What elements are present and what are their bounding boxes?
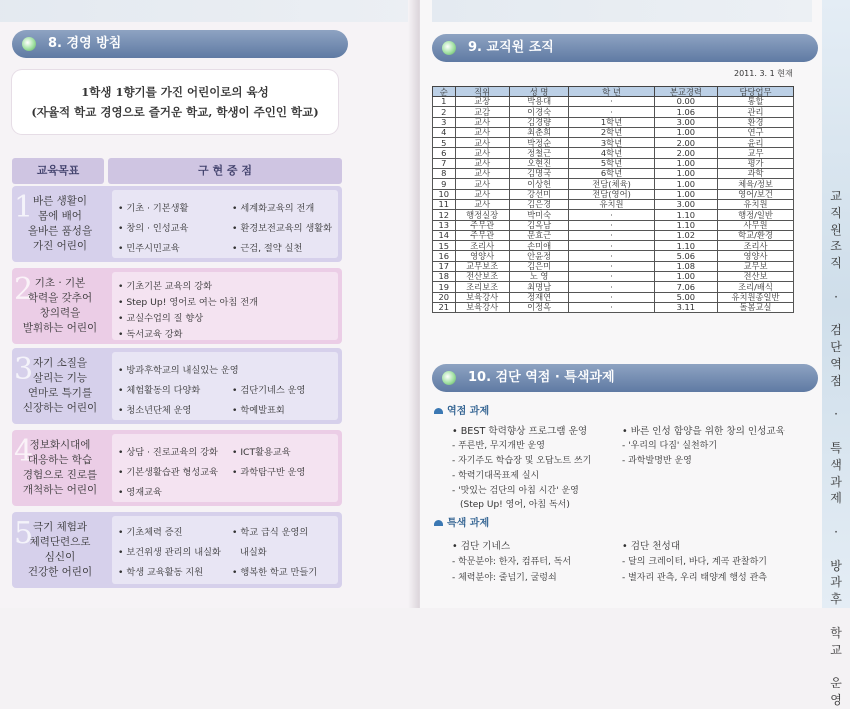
table-cell: 최춘희 xyxy=(509,127,569,137)
table-cell: 6 xyxy=(433,148,456,158)
table-cell: 6학년 xyxy=(569,169,654,179)
table-cell: 통할 xyxy=(718,97,794,107)
table-cell: 정재연 xyxy=(509,292,569,302)
side-tab-char: 조 xyxy=(830,239,842,254)
umbrella-icon xyxy=(434,520,443,526)
side-tab-char: 제 xyxy=(830,491,842,506)
table-cell: 연구 xyxy=(718,127,794,137)
table-row xyxy=(433,127,794,137)
task-line: - '우리의 다짐' 실천하기 xyxy=(622,441,718,451)
table-cell: 1.10 xyxy=(654,210,717,220)
table-cell: 정철근 xyxy=(509,148,569,158)
side-tab-char: 운 xyxy=(830,676,842,691)
implementation-column-header: 구 현 중 점 xyxy=(108,158,342,184)
side-tab-char: 직 xyxy=(830,205,842,220)
section-title: 10. 검단 역점 · 특색과제 xyxy=(468,370,615,385)
table-row xyxy=(433,272,794,282)
table-row xyxy=(433,292,794,302)
table-cell: 5학년 xyxy=(569,158,654,168)
table-row xyxy=(433,261,794,271)
table-cell: 학교/환경 xyxy=(718,230,794,240)
table-cell: 2학년 xyxy=(569,127,654,137)
table-row xyxy=(433,107,794,117)
table-row xyxy=(433,199,794,209)
implementation-item: • 독서교육 강화 xyxy=(118,329,183,340)
goal-row-4 xyxy=(12,430,342,506)
table-cell: 1학년 xyxy=(569,117,654,127)
table-cell: 5 xyxy=(433,138,456,148)
table-cell: 7.06 xyxy=(654,282,717,292)
table-cell: 박용대 xyxy=(509,97,569,107)
section-title: 8. 경영 방침 xyxy=(48,36,122,51)
top-decoration xyxy=(432,0,812,22)
table-cell: 2 xyxy=(433,107,456,117)
goal-title-line: 몸에 배어 xyxy=(38,210,82,222)
side-tab-char: 색 xyxy=(830,457,842,472)
table-row xyxy=(433,97,794,107)
implementation-item: • 환경보전교육의 생활화 xyxy=(232,223,333,234)
goal-title-line: 체력단련으로 xyxy=(29,536,91,548)
goal-row-2 xyxy=(12,268,342,344)
side-tab-char: 후 xyxy=(830,592,842,607)
table-cell: 3.11 xyxy=(654,302,717,312)
side-tab-char xyxy=(822,541,850,558)
table-row xyxy=(433,302,794,312)
task-line: • 검단 천성대 xyxy=(622,541,681,552)
bullet-dot-icon xyxy=(442,41,456,55)
table-cell: 평가 xyxy=(718,158,794,168)
left-page xyxy=(0,0,420,608)
table-cell: 1.00 xyxy=(654,272,717,282)
table-row xyxy=(433,220,794,230)
side-tab-char: 방 xyxy=(830,558,842,573)
table-cell: 교사 xyxy=(455,199,509,209)
implementation-item: • 학생 교육활동 지원 xyxy=(118,567,204,578)
table-cell: 7 xyxy=(433,158,456,168)
table-row xyxy=(433,251,794,261)
special-tasks-title xyxy=(434,514,489,529)
table-row xyxy=(433,138,794,148)
implementation-item: • 검단기네스 운영 xyxy=(232,385,306,396)
goal-title-line: 심신이 xyxy=(44,551,76,563)
table-cell: 윤리 xyxy=(718,138,794,148)
table-row xyxy=(433,189,794,199)
side-tab-char xyxy=(822,390,850,407)
task-line: • BEST 학력향상 프로그램 운영 xyxy=(452,426,588,437)
table-cell: 5.06 xyxy=(654,251,717,261)
table-cell: 교사 xyxy=(455,179,509,189)
section-header-management xyxy=(12,30,348,58)
table-cell: 유치원 xyxy=(569,199,654,209)
implementation-item: • 방과후학교의 내실있는 운영 xyxy=(118,365,239,376)
side-tab-char xyxy=(822,272,850,289)
table-cell: · xyxy=(569,97,654,107)
special-tasks-label: 특색 과제 xyxy=(447,518,490,529)
table-cell: · xyxy=(569,302,654,312)
goal-title-line: 개척하는 어린이 xyxy=(22,484,98,496)
goal-number: 3 xyxy=(14,352,34,387)
goal-title-line: 살리는 기능 xyxy=(32,372,88,384)
implementation-item: • 체험활동의 다양화 xyxy=(118,385,201,396)
side-tab-char: 점 xyxy=(830,373,842,388)
staff-table xyxy=(432,86,794,313)
table-cell: · xyxy=(569,261,654,271)
implementation-item: • 기초기본 교육의 강화 xyxy=(118,281,213,292)
motto-line1: 1학생 1향기를 가진 어린이로의 육성 xyxy=(81,85,269,99)
goal-title-line: 경험으로 진로를 xyxy=(22,469,98,481)
implementation-item: • 영재교육 xyxy=(118,487,162,498)
table-cell: 최명남 xyxy=(509,282,569,292)
table-cell: 유치원 xyxy=(718,199,794,209)
table-cell: 유치원종일반 xyxy=(718,292,794,302)
goal-title-line: 바른 생활이 xyxy=(32,195,88,207)
table-cell: 김명국 xyxy=(509,169,569,179)
table-cell: 3.00 xyxy=(654,117,717,127)
goal-title-line: 학력을 갖추어 xyxy=(27,292,93,304)
implementation-item: • 보건위생 관리의 내실화 xyxy=(118,547,221,558)
table-cell: 조리/배식 xyxy=(718,282,794,292)
table-cell: 16 xyxy=(433,251,456,261)
table-cell: 관리 xyxy=(718,107,794,117)
table-cell: 교사 xyxy=(455,117,509,127)
task-line: (Step Up! 영어, 아침 독서) xyxy=(460,500,570,510)
table-cell: 4 xyxy=(433,127,456,137)
goal-title-line: 극기 체험과 xyxy=(32,521,88,533)
task-line: - 별자리 관측, 우리 태양계 행성 관측 xyxy=(622,573,767,583)
side-tab-char: · xyxy=(834,289,838,304)
table-cell: 문효근 xyxy=(509,230,569,240)
table-cell: 조리사 xyxy=(718,241,794,251)
goal-title-line: 신장하는 어린이 xyxy=(22,402,98,414)
implementation-item: • 세계화교육의 전개 xyxy=(232,203,315,214)
table-cell: 김경량 xyxy=(509,117,569,127)
goal-title-line: 창의력을 xyxy=(39,307,81,319)
implementation-item: • 기본생활습관 형성교육 xyxy=(118,467,219,478)
goal-implementation xyxy=(112,516,338,584)
table-cell: 1.00 xyxy=(654,179,717,189)
table-cell: 박정순 xyxy=(509,138,569,148)
goal-row-3 xyxy=(12,348,342,424)
table-cell: 체육/정보 xyxy=(718,179,794,189)
implementation-item: • 학예발표회 xyxy=(232,405,285,416)
table-cell: 1.00 xyxy=(654,189,717,199)
task-line: - 체력분야: 줄넘기, 굴렁쇠 xyxy=(452,573,557,583)
table-cell: 3학년 xyxy=(569,138,654,148)
table-cell: 교사 xyxy=(455,138,509,148)
side-tab-char: 과 xyxy=(830,474,842,489)
table-cell: 사무원 xyxy=(718,220,794,230)
umbrella-icon xyxy=(434,408,443,414)
side-tab-char: · xyxy=(834,524,838,539)
goal-title-line: 발휘하는 어린이 xyxy=(22,322,98,334)
implementation-item: • 청소년단체 운영 xyxy=(118,405,192,416)
task-line: - 푸른반, 무지개반 운영 xyxy=(452,441,545,451)
table-cell: 9 xyxy=(433,179,456,189)
table-cell: 13 xyxy=(433,220,456,230)
goal-title-line: 자기 소질을 xyxy=(32,357,88,369)
table-cell: 박미숙 xyxy=(509,210,569,220)
table-cell: 1.10 xyxy=(654,220,717,230)
implementation-item: • ICT활용교육 xyxy=(232,447,291,458)
table-cell: 11 xyxy=(433,199,456,209)
table-cell: 1.00 xyxy=(654,169,717,179)
task-line: - '맛있는 검단의 아침 시간' 운영 xyxy=(452,486,579,496)
table-row xyxy=(433,282,794,292)
table-cell: · xyxy=(569,107,654,117)
table-cell: · xyxy=(569,272,654,282)
side-tab-char xyxy=(822,608,850,625)
table-cell: · xyxy=(569,210,654,220)
table-cell: 4학년 xyxy=(569,148,654,158)
table-row xyxy=(433,117,794,127)
side-tab-char: 학 xyxy=(830,625,842,640)
table-cell: 돌봄교실 xyxy=(718,302,794,312)
implementation-item: • 학교 급식 운영의 xyxy=(232,527,309,538)
table-cell: 전산보조 xyxy=(455,272,509,282)
table-cell: 주무관 xyxy=(455,230,509,240)
column-header: 본교경력 xyxy=(654,87,717,97)
table-row xyxy=(433,230,794,240)
goal-title xyxy=(12,276,108,336)
table-cell: 12 xyxy=(433,210,456,220)
table-row xyxy=(433,148,794,158)
table-cell: 안윤정 xyxy=(509,251,569,261)
goal-title-line: 건강한 어린이 xyxy=(27,566,93,578)
goal-title-line: 정보화시대에 xyxy=(29,439,91,451)
table-cell: 1.00 xyxy=(654,127,717,137)
goal-title-line: 올바른 품성을 xyxy=(27,225,93,237)
table-cell: 21 xyxy=(433,302,456,312)
table-cell: 3.00 xyxy=(654,199,717,209)
side-tab-char: 교 xyxy=(830,642,842,657)
column-header: 순 xyxy=(433,87,456,97)
implementation-item: • 민주시민교육 xyxy=(118,243,180,254)
goal-title-line: 가진 어린이 xyxy=(32,240,88,252)
section-title: 9. 교직원 조직 xyxy=(468,40,554,55)
table-cell: · xyxy=(569,230,654,240)
goal-title-line: 기초 · 기본 xyxy=(34,277,86,289)
table-cell: 1.00 xyxy=(654,158,717,168)
top-decoration xyxy=(0,0,410,22)
side-tab-char: · xyxy=(834,407,838,422)
table-cell: 18 xyxy=(433,272,456,282)
column-header: 담당업무 xyxy=(718,87,794,97)
table-cell: 교사 xyxy=(455,127,509,137)
side-tab-char: 원 xyxy=(830,222,842,237)
table-cell: 교사 xyxy=(455,158,509,168)
table-cell: 교사 xyxy=(455,189,509,199)
goal-title xyxy=(12,194,108,254)
table-cell: 노 영 xyxy=(509,272,569,282)
table-cell: 교사 xyxy=(455,148,509,158)
side-tab-char: 영 xyxy=(830,692,842,707)
table-cell: 환경 xyxy=(718,117,794,127)
table-cell: 이정옥 xyxy=(509,302,569,312)
table-cell: 김은미 xyxy=(509,261,569,271)
table-cell: 19 xyxy=(433,282,456,292)
implementation-item: • 창의 · 인성교육 xyxy=(118,223,189,234)
task-line: - 학력기대목표제 실시 xyxy=(452,471,540,481)
table-cell: 조리보조 xyxy=(455,282,509,292)
table-cell: 영어/보건 xyxy=(718,189,794,199)
goal-title xyxy=(12,356,108,416)
table-cell: 김옥남 xyxy=(509,220,569,230)
implementation-item: • 상담 · 진로교육의 강화 xyxy=(118,447,218,458)
table-cell: 1.08 xyxy=(654,261,717,271)
side-tab-char: 특 xyxy=(830,440,842,455)
implementation-item: • 근검, 절약 실천 xyxy=(232,243,303,254)
focus-tasks-label: 역점 과제 xyxy=(447,406,490,417)
side-tab-char xyxy=(822,423,850,440)
task-line: • 검단 기네스 xyxy=(452,541,511,552)
column-header: 학 년 xyxy=(569,87,654,97)
task-line: - 달의 크레이터, 바다, 계곡 관찰하기 xyxy=(622,557,767,567)
date-note: 2011. 3. 1 현재 xyxy=(734,69,793,78)
table-cell: 행정/일반 xyxy=(718,210,794,220)
table-cell: 손미애 xyxy=(509,241,569,251)
goal-row-5 xyxy=(12,512,342,588)
task-line: - 과학발명반 운영 xyxy=(622,456,692,466)
table-cell: 김은경 xyxy=(509,199,569,209)
goal-title xyxy=(12,520,108,580)
table-cell: 17 xyxy=(433,261,456,271)
table-cell: 3 xyxy=(433,117,456,127)
side-tab-char: 검 xyxy=(830,323,842,338)
table-cell: 5.00 xyxy=(654,292,717,302)
implementation-item: • 기초체력 증진 xyxy=(118,527,183,538)
table-cell: 행정실장 xyxy=(455,210,509,220)
side-tab-char xyxy=(822,658,850,675)
table-cell: 14 xyxy=(433,230,456,240)
table-cell: 전산보 xyxy=(718,272,794,282)
table-cell: 보육강사 xyxy=(455,292,509,302)
table-cell: 2.00 xyxy=(654,138,717,148)
side-tab xyxy=(822,0,850,707)
side-tab-char: 과 xyxy=(830,575,842,590)
table-row xyxy=(433,158,794,168)
table-cell: 교사 xyxy=(455,169,509,179)
side-tab-char xyxy=(822,306,850,323)
table-cell: 1.02 xyxy=(654,230,717,240)
column-header: 직위 xyxy=(455,87,509,97)
table-cell: 보육강사 xyxy=(455,302,509,312)
table-cell: 15 xyxy=(433,241,456,251)
table-cell: 교장 xyxy=(455,97,509,107)
goal-implementation xyxy=(112,434,338,502)
implementation-item: • 교실수업의 질 향상 xyxy=(118,313,204,324)
table-cell: 8 xyxy=(433,169,456,179)
school-motto xyxy=(12,70,338,134)
side-tab-char: 역 xyxy=(830,356,842,371)
goal-row-1 xyxy=(12,186,342,262)
goal-title-line: 연마로 특기를 xyxy=(27,387,93,399)
goal-implementation xyxy=(112,190,338,258)
table-cell: 영양사 xyxy=(718,251,794,261)
table-row xyxy=(433,241,794,251)
table-cell: 조리사 xyxy=(455,241,509,251)
table-cell: · xyxy=(569,241,654,251)
table-row xyxy=(433,169,794,179)
implementation-item: • 기초 · 기본생활 xyxy=(118,203,189,214)
section-header-staff xyxy=(432,34,818,62)
table-cell: 1 xyxy=(433,97,456,107)
table-cell: 영양사 xyxy=(455,251,509,261)
side-tab-char: 단 xyxy=(830,340,842,355)
focus-tasks-title xyxy=(434,402,489,417)
goal-column-header: 교육목표 xyxy=(12,158,104,184)
table-cell: 이경숙 xyxy=(509,107,569,117)
table-cell: 주무관 xyxy=(455,220,509,230)
table-cell: · xyxy=(569,251,654,261)
table-cell: 20 xyxy=(433,292,456,302)
side-tab-char: 직 xyxy=(830,256,842,271)
task-line: • 바른 인성 함양을 위한 창의 인성교육 xyxy=(622,426,785,437)
implementation-item: • 과학탐구반 운영 xyxy=(232,467,306,478)
goal-number: 5 xyxy=(14,516,34,551)
side-tab-text xyxy=(822,188,850,709)
table-cell: 1.06 xyxy=(654,107,717,117)
table-cell: 10 xyxy=(433,189,456,199)
table-cell: 2.00 xyxy=(654,148,717,158)
table-cell: 오현진 xyxy=(509,158,569,168)
column-header: 성 명 xyxy=(509,87,569,97)
section-header-tasks xyxy=(432,364,818,392)
table-row xyxy=(433,179,794,189)
table-cell: 과학 xyxy=(718,169,794,179)
bullet-dot-icon xyxy=(442,371,456,385)
motto-line2: (자율적 학교 경영으로 즐거운 학교, 학생이 주인인 학교) xyxy=(31,105,319,119)
goal-implementation xyxy=(112,272,338,340)
bullet-dot-icon xyxy=(22,37,36,51)
table-cell: · xyxy=(569,292,654,302)
task-line: - 자기주도 학습장 및 오답노트 쓰기 xyxy=(452,456,592,466)
goal-title-line: 대응하는 학습 xyxy=(27,454,93,466)
table-cell: 교무보 xyxy=(718,261,794,271)
implementation-item: • Step Up! 영어로 여는 아침 전개 xyxy=(118,297,258,308)
table-cell: 전담(체육) xyxy=(569,179,654,189)
goal-number: 2 xyxy=(14,272,34,307)
table-cell: 교감 xyxy=(455,107,509,117)
table-cell: 강선미 xyxy=(509,189,569,199)
table-cell: 교무 xyxy=(718,148,794,158)
table-cell: 0.00 xyxy=(654,97,717,107)
table-row xyxy=(433,210,794,220)
table-cell: 교무보조 xyxy=(455,261,509,271)
side-tab-char xyxy=(822,507,850,524)
goal-number: 1 xyxy=(14,190,34,225)
table-cell: · xyxy=(569,282,654,292)
table-cell: 전담(영어) xyxy=(569,189,654,199)
table-cell: · xyxy=(569,220,654,230)
goal-implementation xyxy=(112,352,338,420)
table-cell: 1.10 xyxy=(654,241,717,251)
implementation-item: • 행복한 학교 만들기 xyxy=(232,567,318,578)
goal-number: 4 xyxy=(14,434,34,469)
side-tab-char: 교 xyxy=(830,189,842,203)
implementation-item: 내실화 xyxy=(240,547,267,558)
table-cell: 이상헌 xyxy=(509,179,569,189)
task-line: - 학문분야: 한자, 컴퓨터, 독서 xyxy=(452,557,572,567)
goal-title xyxy=(12,438,108,498)
table-header-row xyxy=(433,87,794,97)
